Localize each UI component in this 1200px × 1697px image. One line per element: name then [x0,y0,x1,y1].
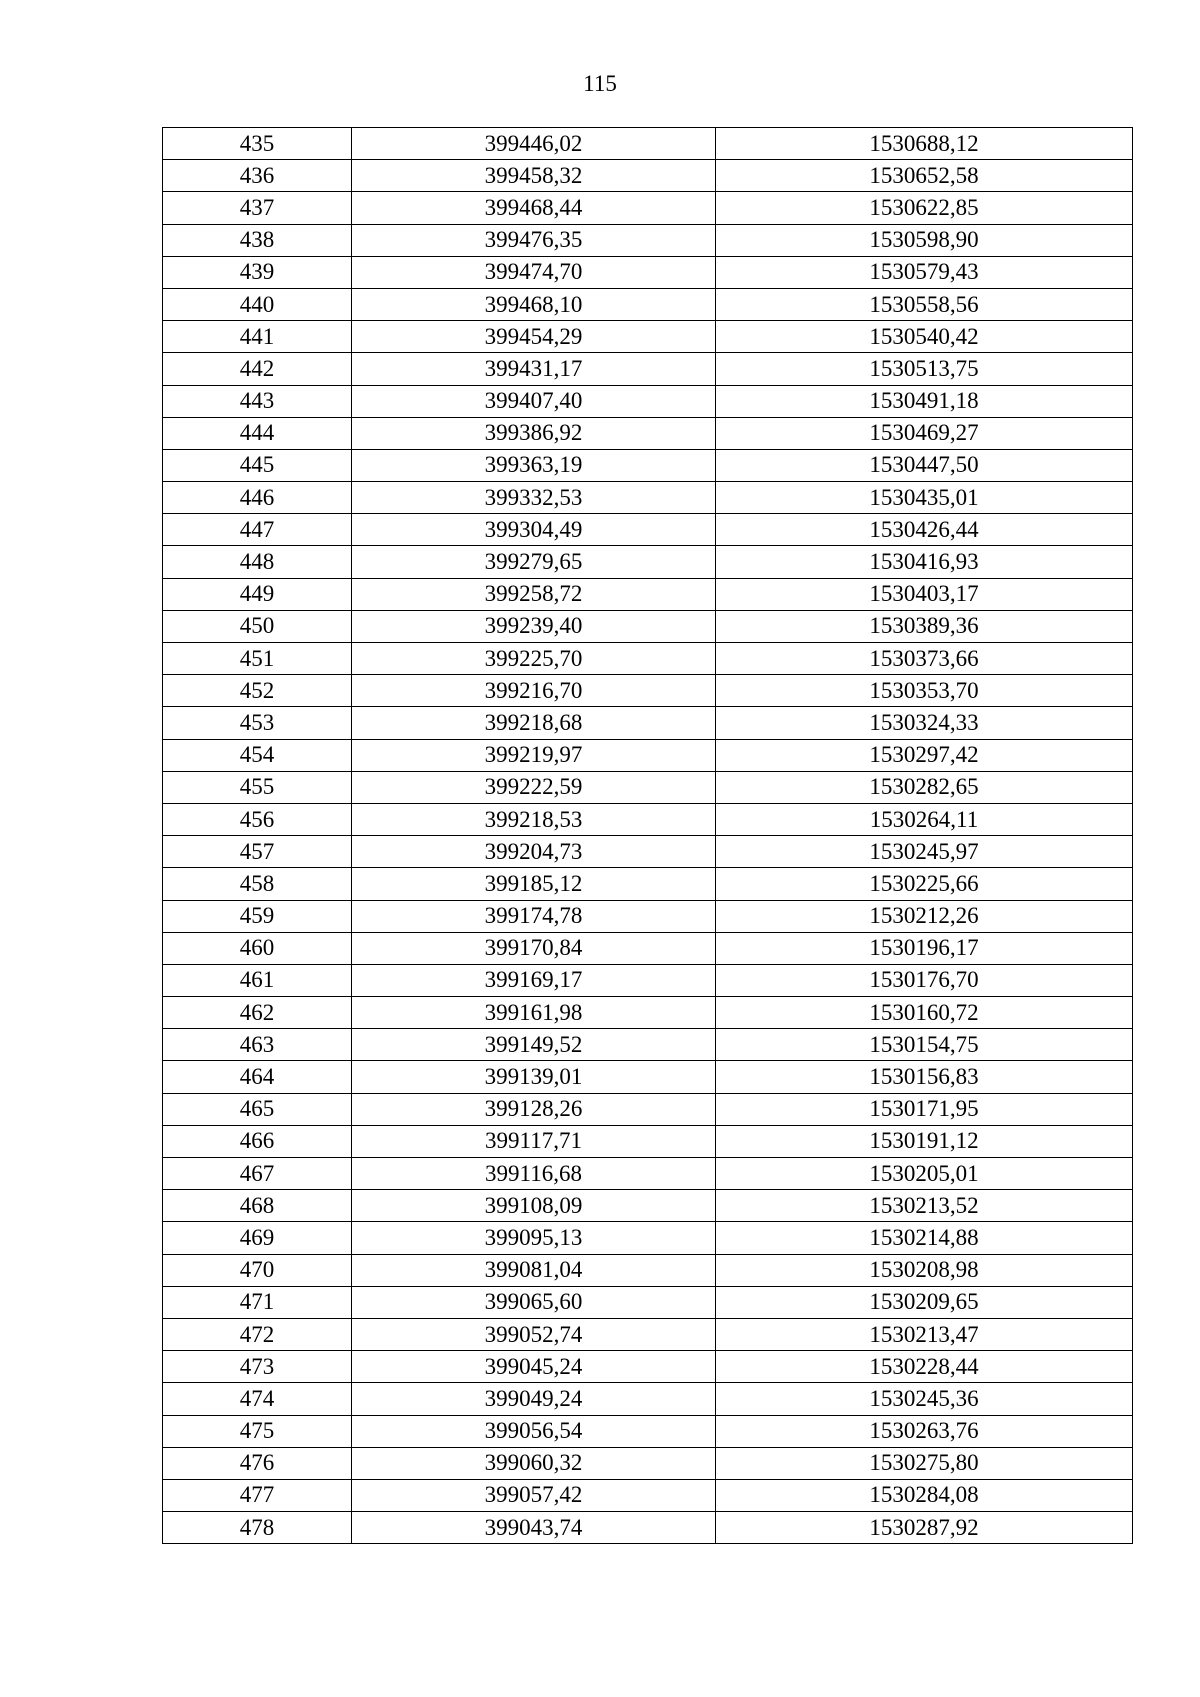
point-number-cell: 435 [163,128,352,160]
x-coordinate-cell: 399185,12 [352,868,716,900]
table-row [163,288,1133,320]
table-row [163,1254,1133,1286]
table-row [163,353,1133,385]
point-number-cell: 470 [163,1254,352,1286]
x-coordinate-cell: 399049,24 [352,1383,716,1415]
y-coordinate-cell: 1530264,11 [716,803,1133,835]
y-coordinate-cell: 1530435,01 [716,482,1133,514]
point-number-cell: 467 [163,1158,352,1190]
y-coordinate-cell: 1530558,56 [716,288,1133,320]
y-coordinate-cell: 1530228,44 [716,1351,1133,1383]
y-coordinate-cell: 1530275,80 [716,1447,1133,1479]
table-row [163,417,1133,449]
point-number-cell: 460 [163,932,352,964]
point-number-cell: 438 [163,224,352,256]
table-row [163,256,1133,288]
y-coordinate-cell: 1530297,42 [716,739,1133,771]
point-number-cell: 454 [163,739,352,771]
y-coordinate-cell: 1530373,66 [716,643,1133,675]
table-row [163,1351,1133,1383]
y-coordinate-cell: 1530160,72 [716,997,1133,1029]
x-coordinate-cell: 399476,35 [352,224,716,256]
x-coordinate-cell: 399116,68 [352,1158,716,1190]
y-coordinate-cell: 1530469,27 [716,417,1133,449]
x-coordinate-cell: 399258,72 [352,578,716,610]
point-number-cell: 475 [163,1415,352,1447]
x-coordinate-cell: 399056,54 [352,1415,716,1447]
y-coordinate-cell: 1530156,83 [716,1061,1133,1093]
table-row [163,707,1133,739]
y-coordinate-cell: 1530652,58 [716,160,1133,192]
x-coordinate-cell: 399204,73 [352,836,716,868]
point-number-cell: 439 [163,256,352,288]
x-coordinate-cell: 399170,84 [352,932,716,964]
table-row [163,128,1133,160]
point-number-cell: 450 [163,610,352,642]
table-row [163,900,1133,932]
x-coordinate-cell: 399065,60 [352,1286,716,1318]
y-coordinate-cell: 1530389,36 [716,610,1133,642]
x-coordinate-cell: 399218,53 [352,803,716,835]
y-coordinate-cell: 1530196,17 [716,932,1133,964]
table-row [163,1125,1133,1157]
table-row [163,1479,1133,1511]
page-number: 115 [583,71,617,96]
point-number-cell: 473 [163,1351,352,1383]
x-coordinate-cell: 399219,97 [352,739,716,771]
point-number-cell: 445 [163,449,352,481]
table-row [163,578,1133,610]
y-coordinate-cell: 1530688,12 [716,128,1133,160]
y-coordinate-cell: 1530353,70 [716,675,1133,707]
x-coordinate-cell: 399108,09 [352,1190,716,1222]
y-coordinate-cell: 1530263,76 [716,1415,1133,1447]
table-row [163,771,1133,803]
y-coordinate-cell: 1530208,98 [716,1254,1133,1286]
y-coordinate-cell: 1530622,85 [716,192,1133,224]
y-coordinate-cell: 1530447,50 [716,449,1133,481]
y-coordinate-cell: 1530540,42 [716,321,1133,353]
table-row [163,1190,1133,1222]
point-number-cell: 442 [163,353,352,385]
point-number-cell: 457 [163,836,352,868]
point-number-cell: 472 [163,1318,352,1350]
x-coordinate-cell: 399474,70 [352,256,716,288]
table-row [163,385,1133,417]
point-number-cell: 441 [163,321,352,353]
x-coordinate-cell: 399431,17 [352,353,716,385]
point-number-cell: 476 [163,1447,352,1479]
table-row [163,1318,1133,1350]
table-row [163,449,1133,481]
table-row [163,1158,1133,1190]
point-number-cell: 464 [163,1061,352,1093]
x-coordinate-cell: 399468,10 [352,288,716,320]
point-number-cell: 463 [163,1029,352,1061]
x-coordinate-cell: 399095,13 [352,1222,716,1254]
table-row [163,1415,1133,1447]
point-number-cell: 448 [163,546,352,578]
y-coordinate-cell: 1530171,95 [716,1093,1133,1125]
table-row [163,1286,1133,1318]
x-coordinate-cell: 399225,70 [352,643,716,675]
point-number-cell: 459 [163,900,352,932]
point-number-cell: 466 [163,1125,352,1157]
x-coordinate-cell: 399454,29 [352,321,716,353]
point-number-cell: 456 [163,803,352,835]
x-coordinate-cell: 399386,92 [352,417,716,449]
x-coordinate-cell: 399169,17 [352,964,716,996]
table-row [163,1093,1133,1125]
x-coordinate-cell: 399279,65 [352,546,716,578]
table-row [163,546,1133,578]
point-number-cell: 446 [163,482,352,514]
x-coordinate-cell: 399045,24 [352,1351,716,1383]
point-number-cell: 437 [163,192,352,224]
y-coordinate-cell: 1530403,17 [716,578,1133,610]
table-row [163,1222,1133,1254]
table-row [163,514,1133,546]
x-coordinate-cell: 399239,40 [352,610,716,642]
point-number-cell: 440 [163,288,352,320]
x-coordinate-cell: 399043,74 [352,1512,716,1544]
y-coordinate-cell: 1530154,75 [716,1029,1133,1061]
y-coordinate-cell: 1530416,93 [716,546,1133,578]
point-number-cell: 465 [163,1093,352,1125]
y-coordinate-cell: 1530176,70 [716,964,1133,996]
table-row [163,1061,1133,1093]
x-coordinate-cell: 399216,70 [352,675,716,707]
x-coordinate-cell: 399468,44 [352,192,716,224]
y-coordinate-cell: 1530213,52 [716,1190,1133,1222]
point-number-cell: 469 [163,1222,352,1254]
y-coordinate-cell: 1530245,97 [716,836,1133,868]
x-coordinate-cell: 399407,40 [352,385,716,417]
point-number-cell: 453 [163,707,352,739]
table-row [163,803,1133,835]
x-coordinate-cell: 399218,68 [352,707,716,739]
y-coordinate-cell: 1530245,36 [716,1383,1133,1415]
point-number-cell: 436 [163,160,352,192]
x-coordinate-cell: 399149,52 [352,1029,716,1061]
y-coordinate-cell: 1530209,65 [716,1286,1133,1318]
x-coordinate-cell: 399052,74 [352,1318,716,1350]
table-row [163,836,1133,868]
point-number-cell: 458 [163,868,352,900]
point-number-cell: 449 [163,578,352,610]
table-row [163,739,1133,771]
y-coordinate-cell: 1530513,75 [716,353,1133,385]
table-row [163,321,1133,353]
point-number-cell: 478 [163,1512,352,1544]
point-number-cell: 444 [163,417,352,449]
table-row [163,610,1133,642]
y-coordinate-cell: 1530205,01 [716,1158,1133,1190]
table-row [163,1029,1133,1061]
x-coordinate-cell: 399161,98 [352,997,716,1029]
x-coordinate-cell: 399363,19 [352,449,716,481]
x-coordinate-cell: 399458,32 [352,160,716,192]
y-coordinate-cell: 1530598,90 [716,224,1133,256]
point-number-cell: 462 [163,997,352,1029]
table-row [163,675,1133,707]
coordinates-table-body [163,128,1133,1544]
point-number-cell: 474 [163,1383,352,1415]
y-coordinate-cell: 1530225,66 [716,868,1133,900]
point-number-cell: 468 [163,1190,352,1222]
point-number-cell: 471 [163,1286,352,1318]
table-row [163,192,1133,224]
point-number-cell: 477 [163,1479,352,1511]
x-coordinate-cell: 399222,59 [352,771,716,803]
y-coordinate-cell: 1530214,88 [716,1222,1133,1254]
point-number-cell: 451 [163,643,352,675]
y-coordinate-cell: 1530284,08 [716,1479,1133,1511]
y-coordinate-cell: 1530287,92 [716,1512,1133,1544]
x-coordinate-cell: 399139,01 [352,1061,716,1093]
table-row [163,1512,1133,1544]
x-coordinate-cell: 399446,02 [352,128,716,160]
table-row [163,1447,1133,1479]
x-coordinate-cell: 399174,78 [352,900,716,932]
table-row [163,160,1133,192]
point-number-cell: 461 [163,964,352,996]
table-row [163,997,1133,1029]
x-coordinate-cell: 399128,26 [352,1093,716,1125]
table-row [163,224,1133,256]
y-coordinate-cell: 1530191,12 [716,1125,1133,1157]
x-coordinate-cell: 399057,42 [352,1479,716,1511]
point-number-cell: 455 [163,771,352,803]
table-row [163,932,1133,964]
x-coordinate-cell: 399304,49 [352,514,716,546]
x-coordinate-cell: 399060,32 [352,1447,716,1479]
y-coordinate-cell: 1530491,18 [716,385,1133,417]
table-row [163,482,1133,514]
x-coordinate-cell: 399332,53 [352,482,716,514]
y-coordinate-cell: 1530212,26 [716,900,1133,932]
y-coordinate-cell: 1530213,47 [716,1318,1133,1350]
y-coordinate-cell: 1530426,44 [716,514,1133,546]
y-coordinate-cell: 1530324,33 [716,707,1133,739]
point-number-cell: 447 [163,514,352,546]
point-number-cell: 443 [163,385,352,417]
x-coordinate-cell: 399081,04 [352,1254,716,1286]
table-row [163,643,1133,675]
coordinates-table [162,127,1133,1544]
table-row [163,868,1133,900]
table-row [163,1383,1133,1415]
point-number-cell: 452 [163,675,352,707]
x-coordinate-cell: 399117,71 [352,1125,716,1157]
y-coordinate-cell: 1530282,65 [716,771,1133,803]
y-coordinate-cell: 1530579,43 [716,256,1133,288]
table-row [163,964,1133,996]
